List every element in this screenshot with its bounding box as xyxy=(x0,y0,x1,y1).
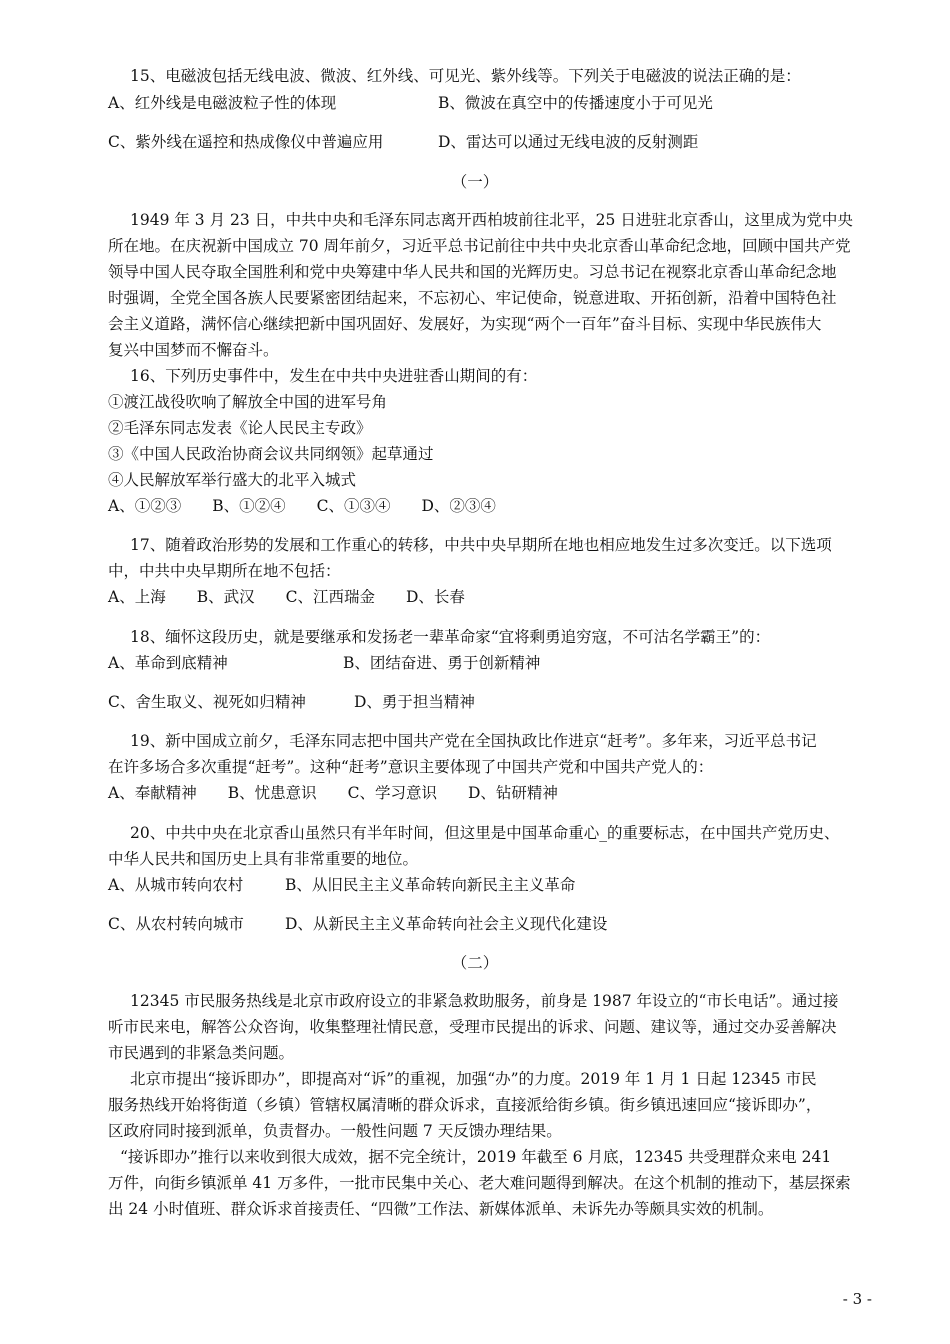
section-1-passage-line: 会主义道路，满怀信心继续把新中国巩固好、发展好，为实现“两个一百年”奋斗目标、实现中华民族伟大 xyxy=(108,315,822,333)
q20-option-c: C、从农村转向城市 xyxy=(108,915,244,933)
q15-option-a: A、红外线是电磁波粒子性的体现 xyxy=(108,94,337,112)
section-2-paragraph-line: 北京市提出“接诉即办”，即提高对“诉”的重视，加强“办”的力度。2019 年 1 月 1 日起 12345 市民 xyxy=(130,1070,817,1088)
q16-stem: 16、下列历史事件中，发生在中共中央进驻香山期间的有： xyxy=(130,367,538,385)
section-1-passage-line: 领导中国人民夺取全国胜利和党中央筹建中华人民共和国的光辉历史。习总书记在视察北京香山革命纪念地 xyxy=(108,263,837,281)
q20-stem-cont: 中华人民共和国历史上具有非常重要的地位。 xyxy=(108,850,419,868)
section-2-paragraph-line: 12345 市民服务热线是北京市政府设立的非紧急救助服务，前身是 1987 年设立的“市长电话”。通过接 xyxy=(130,992,839,1010)
q18-option-c: C、舍生取义、视死如归精神 xyxy=(108,693,306,711)
q19-stem-cont: 在许多场合多次重提“赶考”。这种“赶考”意识主要体现了中国共产党和中国共产党人的： xyxy=(108,758,714,776)
q19-stem: 19、新中国成立前夕，毛泽东同志把中国共产党在全国执政比作进京“赶考”。多年来，习近平总书记 xyxy=(130,732,817,750)
q19-options: A、奉献精神 B、忧患意识 C、学习意识 D、钻研精神 xyxy=(108,784,558,802)
q20-option-b: B、从旧民主主义革命转向新民主主义革命 xyxy=(285,876,576,894)
q17-stem-cont: 中，中共中央早期所在地不包括： xyxy=(108,562,341,580)
q16-item: ④人民解放军举行盛大的北平入城式 xyxy=(108,471,357,489)
q20-option-d: D、从新民主主义革命转向社会主义现代化建设 xyxy=(285,915,608,933)
page-number: - 3 - xyxy=(842,1290,872,1308)
q20-option-a: A、从城市转向农村 xyxy=(108,876,244,894)
section-2-paragraph-line: 出 24 小时值班、群众诉求首接责任、“四微”工作法、新媒体派单、未诉先办等颇具实效的机制。 xyxy=(108,1200,774,1218)
q18-option-b: B、团结奋进、勇于创新精神 xyxy=(343,654,541,672)
section-2-paragraph-line: 听市民来电，解答公众咨询，收集整理社情民意，受理市民提出的诉求、问题、建议等，通过交办妥善解决 xyxy=(108,1018,837,1036)
q18-option-a: A、革命到底精神 xyxy=(108,654,228,672)
q15-option-b: B、微波在真空中的传播速度小于可见光 xyxy=(438,94,713,112)
section-2-heading: （二） xyxy=(451,954,499,972)
q16-item: ②毛泽东同志发表《论人民民主专政》 xyxy=(108,419,372,437)
q17-stem: 17、随着政治形势的发展和工作重心的转移，中共中央早期所在地也相应地发生过多次变迁。以下选项 xyxy=(130,536,832,554)
section-1-passage-line: 时强调，全党全国各族人民要紧密团结起来，不忘初心、牢记使命，锐意进取、开拓创新，沿着中国特色社 xyxy=(108,289,837,307)
q16-options: A、①②③ B、①②④ C、①③④ D、②③④ xyxy=(108,497,496,515)
section-2-paragraph-line: 服务热线开始将街道（乡镇）管辖权属清晰的群众诉求，直接派给街乡镇。街乡镇迅速回应“接诉即办”， xyxy=(108,1096,822,1114)
section-1-heading: （一） xyxy=(451,173,499,191)
q15-stem: 15、电磁波包括无线电波、微波、红外线、可见光、紫外线等。下列关于电磁波的说法正确的是： xyxy=(130,67,801,85)
section-2-paragraph-line: 市民遇到的非紧急类问题。 xyxy=(108,1044,295,1062)
section-2-paragraph-line: 区政府同时接到派单，负责督办。一般性问题 7 天反馈办理结果。 xyxy=(108,1122,562,1140)
section-1-passage-line: 复兴中国梦而不懈奋斗。 xyxy=(108,341,279,359)
section-1-passage-line: 1949 年 3 月 23 日，中共中央和毛泽东同志离开西柏坡前往北平，25 日进驻北京香山，这里成为党中央 xyxy=(130,211,853,229)
q15-option-d: D、雷达可以通过无线电波的反射测距 xyxy=(438,133,699,151)
q18-stem: 18、缅怀这段历史，就是要继承和发扬老一辈革命家“宜将剩勇追穷寇，不可沽名学霸王”的： xyxy=(130,628,771,646)
q15-option-c: C、紫外线在遥控和热成像仪中普遍应用 xyxy=(108,133,384,151)
section-2-paragraph-line: “接诉即办”推行以来收到很大成效，据不完全统计，2019 年截至 6 月底，12345 共受理群众来电 241 xyxy=(120,1148,832,1166)
section-1-passage-line: 所在地。在庆祝新中国成立 70 周年前夕，习近平总书记前往中共中央北京香山革命纪念地，回顾中国共产党 xyxy=(108,237,851,255)
section-2-paragraph-line: 万件，向街乡镇派单 41 万多件，一批市民集中关心、老大难问题得到解决。在这个机制的推动下，基层探索 xyxy=(108,1174,851,1192)
q16-item: ③《中国人民政治协商会议共同纲领》起草通过 xyxy=(108,445,434,463)
q17-options: A、上海 B、武汉 C、江西瑞金 D、长春 xyxy=(108,588,465,606)
q18-option-d: D、勇于担当精神 xyxy=(354,693,475,711)
q16-item: ①渡江战役吹响了解放全中国的进军号角 xyxy=(108,393,388,411)
q20-stem: 20、中共中央在北京香山虽然只有半年时间，但这里是中国革命重心_的重要标志，在中国共产党历史、 xyxy=(130,824,840,842)
